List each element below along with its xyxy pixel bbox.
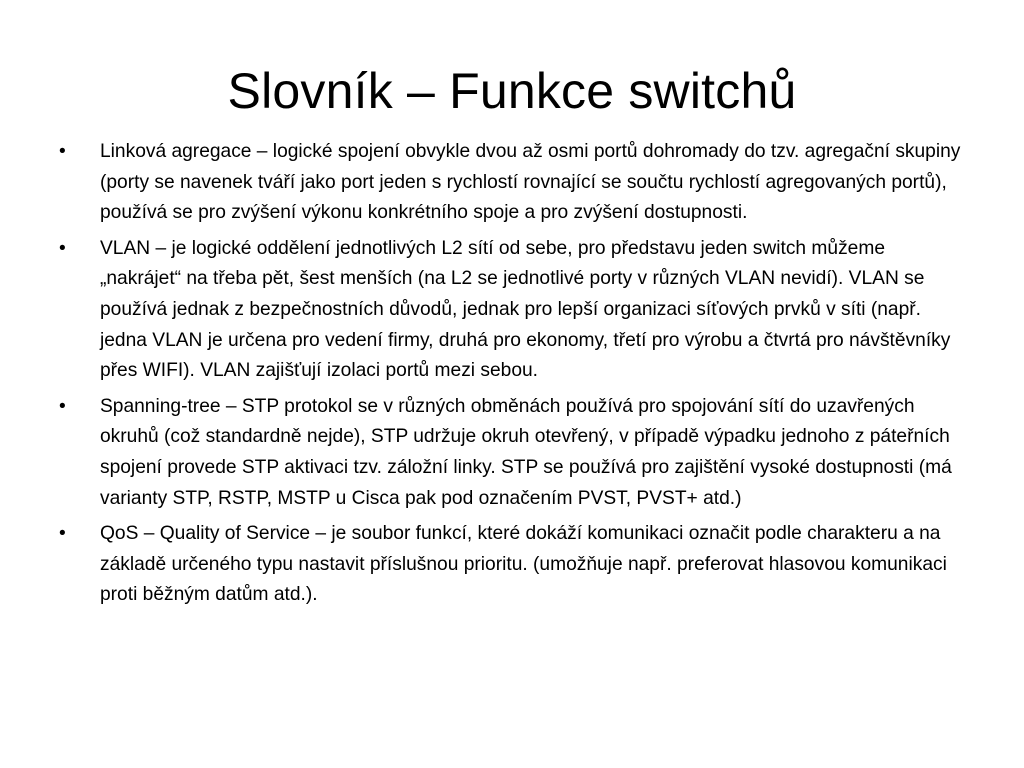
- slide-title: Slovník – Funkce switchů: [227, 63, 797, 119]
- bullet-text: QoS – Quality of Service – je soubor funkcí, které dokáží komunikaci označit podle charakteru a na základě určeného typu nastavit příslušnou prioritu. (umožňuje např. preferovat hlasovou komunikaci proti běžným datům atd.).: [100, 523, 947, 606]
- bullet-text: Linková agregace – logické spojení obvykle dvou až osmi portů dohromady do tzv. agregační skupiny (porty se navenek tváří jako port jeden s rychlostí rovnající se součtu rychlostí agregovaných portů), používá se pro zvýšení výkonu konkrétního spoje a pro zvýšení dostupnosti.: [100, 141, 961, 224]
- bullet-list: [55, 137, 965, 616]
- bullet-text: VLAN – je logické oddělení jednotlivých L2 sítí od sebe, pro představu jeden switch můžeme „nakrájet“ na třeba pět, šest menších (na L2 se jednotlivé porty v různých VLAN nevidí). VLAN se používá jednak z bezpečnostních důvodů, jednak pro lepší organizaci síťových prvků v síti (např. jedna VLAN je určena pro vedení firmy, druhá pro ekonomy, třetí pro výrobu a čtvrtá pro návštěvníky přes WIFI). VLAN zajišťují izolaci portů mezi sebou.: [100, 237, 951, 382]
- bullet-icon: •: [59, 141, 66, 162]
- bullet-item-link-aggregation: [55, 137, 965, 229]
- bullet-icon: •: [59, 237, 66, 259]
- bullet-item-qos: [55, 519, 965, 611]
- bullet-icon: •: [59, 395, 66, 417]
- bullet-item-vlan: [55, 234, 965, 387]
- bullet-icon: •: [59, 523, 66, 545]
- bullet-text: Spanning-tree – STP protokol se v různých obměnách používá pro spojování sítí do uzavřených okruhů (což standardně nejde), STP udržuje okruh otevřený, v případě výpadku jednoho z páteřních spojení provede STP aktivaci tzv. záložní linky. STP se používá pro zajištění vysoké dostupnosti (má varianty STP, RSTP, MSTP u Cisca pak pod označením PVST, PVST+ atd.): [100, 395, 952, 509]
- bullet-item-spanning-tree: [55, 392, 965, 514]
